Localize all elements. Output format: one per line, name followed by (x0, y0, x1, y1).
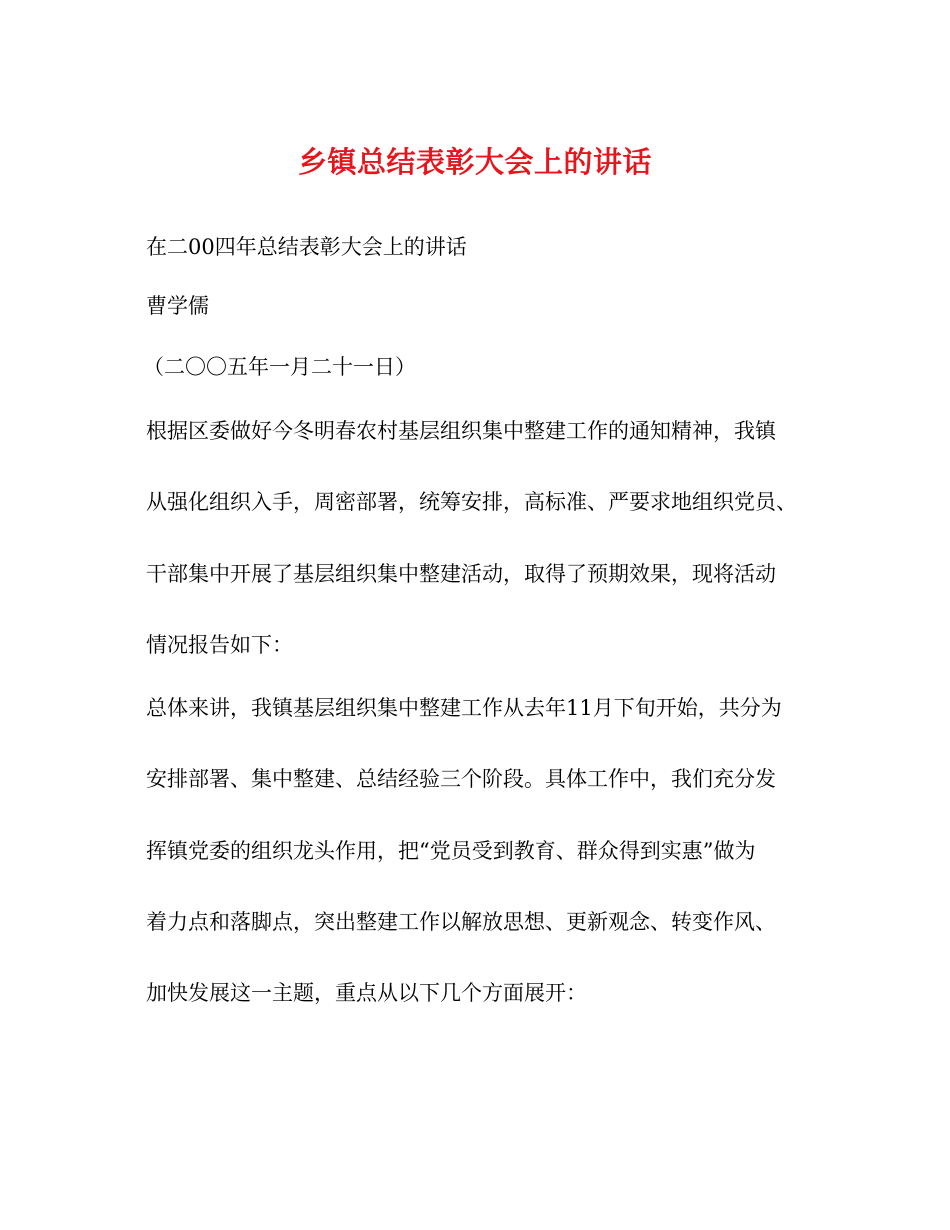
paragraph-2-line-4: 着力点和落脚点，突出整建工作以解放思想、更新观念、转变作风、 (146, 910, 776, 934)
document-subtitle: 在二00四年总结表彰大会上的讲话 (146, 235, 467, 259)
document-date: （二〇〇五年一月二十一日） (143, 355, 416, 379)
paragraph-2-line-2: 安排部署、集中整建、总结经验三个阶段。具体工作中，我们充分发 (146, 767, 776, 791)
paragraph-1-line-1: 根据区委做好今冬明春农村基层组织集中整建工作的通知精神，我镇 (146, 419, 776, 443)
paragraph-1-line-4: 情况报告如下： (146, 633, 293, 657)
paragraph-2-line-1: 总体来讲，我镇基层组织集中整建工作从去年11月下旬开始，共分为 (146, 696, 782, 720)
paragraph-2-line-5: 加快发展这一主题，重点从以下几个方面展开： (146, 981, 587, 1005)
document-title: 乡镇总结表彰大会上的讲话 (297, 145, 652, 179)
document-author: 曹学儒 (146, 294, 209, 318)
paragraph-1-line-3: 干部集中开展了基层组织集中整建活动，取得了预期效果，现将活动 (146, 562, 776, 586)
paragraph-1-line-2: 从强化组织入手，周密部署，统筹安排，高标准、严要求地组织党员、 (146, 490, 797, 514)
paragraph-2-line-3: 挥镇党委的组织龙头作用，把“党员受到教育、群众得到实惠”做为 (146, 839, 756, 863)
